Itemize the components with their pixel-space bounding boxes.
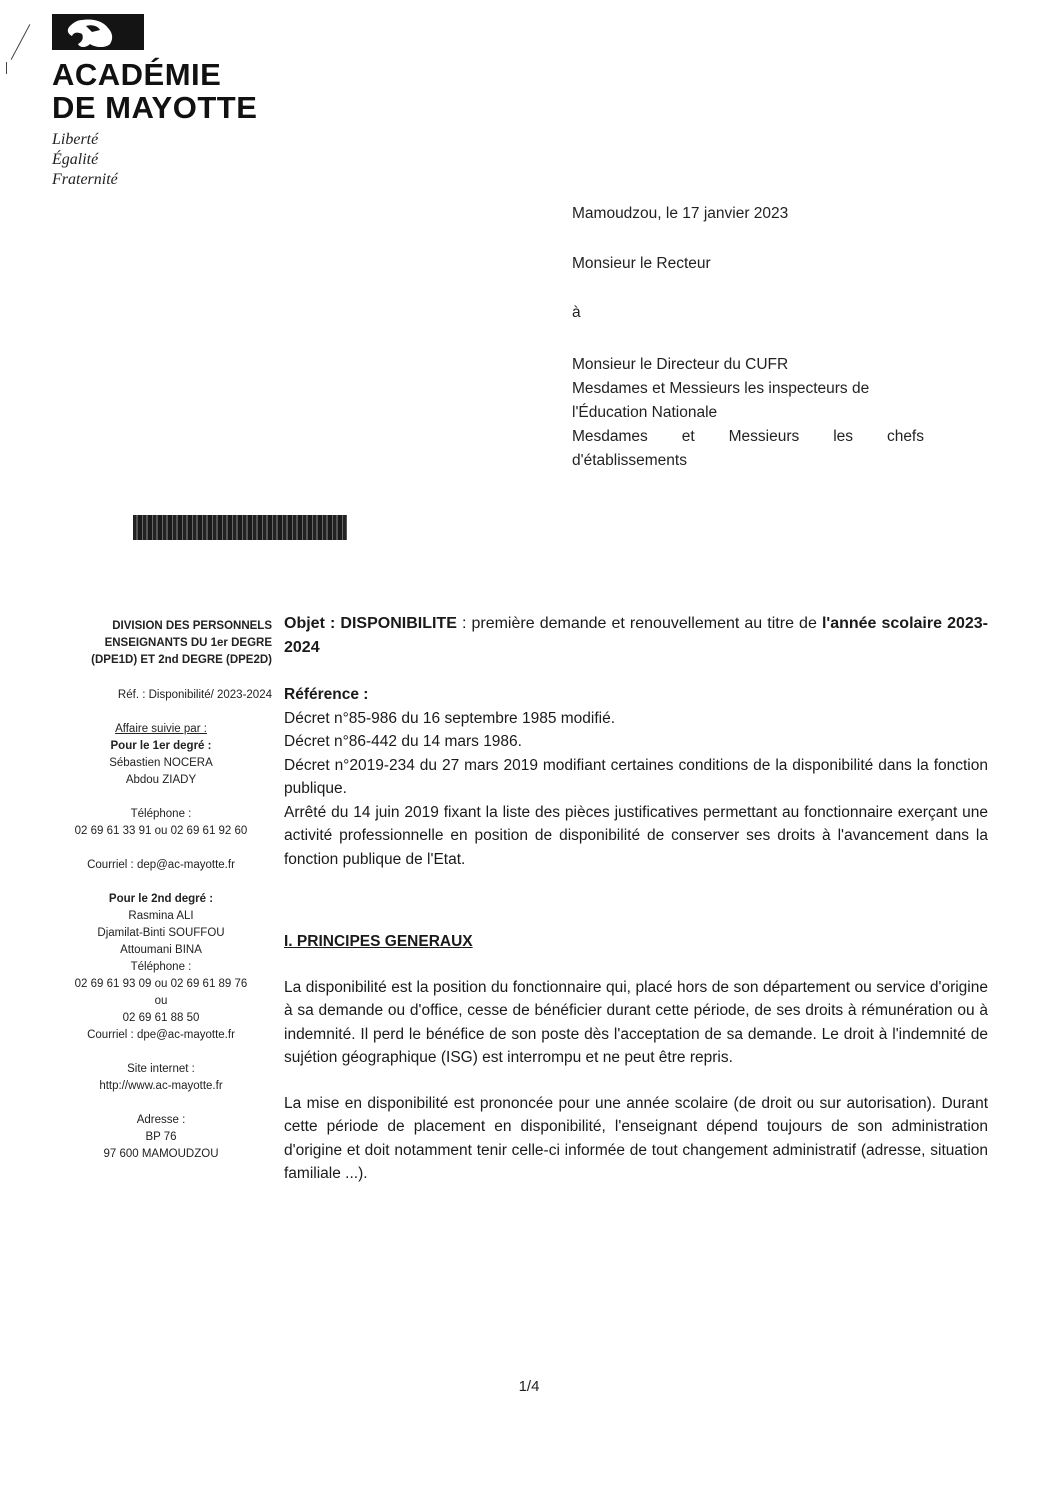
reference-code: Réf. : Disponibilité/ 2023-2024 xyxy=(117,689,272,701)
body-paragraph: La mise en disponibilité est prononcée pour une année scolaire (de droit ou sur autorisation). Durant cette période de placement en disponibilité, l'enseignant dépend toujours de son administration d'origine et doit notamment tenir celle-ci informée de tout changement administratif (adresse, situation familiale ...). xyxy=(284,1094,988,1182)
section-title: I. PRINCIPES GENERAUX xyxy=(284,933,473,950)
address-label: Adresse : xyxy=(136,1114,186,1126)
email-line[interactable]: Courriel : dpe@ac-mayotte.fr xyxy=(87,1029,235,1041)
contact-sidebar xyxy=(50,618,272,1163)
reference-item: Arrêté du 14 juin 2019 fixant la liste des pièces justificatives permettant au fonctionnaire exerçant une activité professionnelle en position de disponibilité de conserver ses droits à l'avancement dans la fonction publique de l'Etat. xyxy=(284,803,988,868)
recipients xyxy=(572,353,924,473)
contact-name: Djamilat-Binti SOUFFOU xyxy=(97,927,225,939)
date-line: Mamoudzou, le 17 janvier 2023 xyxy=(572,205,789,222)
contact-name: Attoumani BINA xyxy=(120,944,202,956)
division-line: (DPE1D) ET 2nd DEGRE (DPE2D) xyxy=(91,654,272,666)
or-word: ou xyxy=(154,995,168,1007)
reference-item: Décret n°2019-234 du 27 mars 2019 modifiant certaines conditions de la disponibilité dans la fonction publique. xyxy=(284,756,988,797)
subject-text: : première demande et renouvellement au titre de xyxy=(461,615,817,632)
first-degree-label: Pour le 1er degré : xyxy=(110,740,212,752)
reference-item: Décret n°85-986 du 16 septembre 1985 modifié. xyxy=(284,709,616,727)
address-line: 97 600 MAMOUDZOU xyxy=(103,1148,219,1160)
division-line: DIVISION DES PERSONNELS xyxy=(112,620,272,632)
scan-mark xyxy=(11,24,31,60)
scan-mark xyxy=(6,62,7,74)
body-paragraph: La disponibilité est la position du fonctionnaire qui, placé hors de son département ou service d'origine à sa demande ou d'office, cesse de bénéficier durant cette période, de ses droits à rémunération ou à indemnité. Il perd le bénéfice de son poste dès l'acceptation de sa demande. Le droit à l'indemnité de sujétion géographique (ISG) est interrompu et ne peut être repris. xyxy=(284,978,988,1066)
redacted-block xyxy=(133,515,347,540)
phone-label: Téléphone : xyxy=(130,961,192,973)
affaire-label: Affaire suivie par : xyxy=(115,723,207,735)
academy-logo xyxy=(52,14,292,190)
letter-body xyxy=(284,612,988,1186)
phone-label: Téléphone : xyxy=(130,808,192,820)
address-line: BP 76 xyxy=(145,1131,177,1143)
recipient-line: Mesdames et Messieurs les chefs xyxy=(572,428,924,445)
subject-keyword: DISPONIBILITE xyxy=(340,615,457,632)
phone-number: 02 69 61 88 50 xyxy=(122,1012,200,1024)
site-label: Site internet : xyxy=(127,1063,195,1075)
division-line: ENSEIGNANTS DU 1er DEGRE xyxy=(104,637,272,649)
subject-label: Objet : xyxy=(284,615,336,632)
second-degree-label: Pour le 2nd degré : xyxy=(108,893,214,905)
marianne-logo-icon xyxy=(52,14,144,50)
academy-name-line1: ACADÉMIE xyxy=(52,57,222,92)
motto-egalite: Égalité xyxy=(52,151,99,168)
phone-number: 02 69 61 93 09 ou 02 69 61 89 76 xyxy=(74,978,248,990)
reference-item: Décret n°86-442 du 14 mars 1986. xyxy=(284,733,522,750)
recipient-line: Monsieur le Directeur du CUFR xyxy=(572,356,789,373)
contact-name: Abdou ZIADY xyxy=(125,774,197,786)
academy-name xyxy=(52,58,292,124)
email-line[interactable]: Courriel : dep@ac-mayotte.fr xyxy=(87,859,235,871)
reference-title: Référence : xyxy=(284,686,369,703)
subject-line xyxy=(284,612,988,659)
contact-name: Sébastien NOCERA xyxy=(109,757,213,769)
recipient-line: Mesdames et Messieurs les inspecteurs de xyxy=(572,380,870,397)
division-title xyxy=(50,618,272,669)
contact-name: Rasmina ALI xyxy=(128,910,194,922)
page-number: 1/4 xyxy=(518,1378,540,1395)
recipient-line: l'Éducation Nationale xyxy=(572,404,718,421)
to-word: à xyxy=(572,304,581,321)
sender: Monsieur le Recteur xyxy=(572,255,711,272)
subject-year: l'année scolaire 2023-2024 xyxy=(284,615,989,656)
republic-motto xyxy=(52,130,292,190)
site-url[interactable]: http://www.ac-mayotte.fr xyxy=(99,1080,223,1092)
motto-liberte: Liberté xyxy=(52,131,99,148)
recipient-line: d'établissements xyxy=(572,452,687,469)
phone-number: 02 69 61 33 91 ou 02 69 61 92 60 xyxy=(74,825,248,837)
academy-name-line2: DE MAYOTTE xyxy=(52,90,258,125)
motto-fraternite: Fraternité xyxy=(52,171,118,188)
